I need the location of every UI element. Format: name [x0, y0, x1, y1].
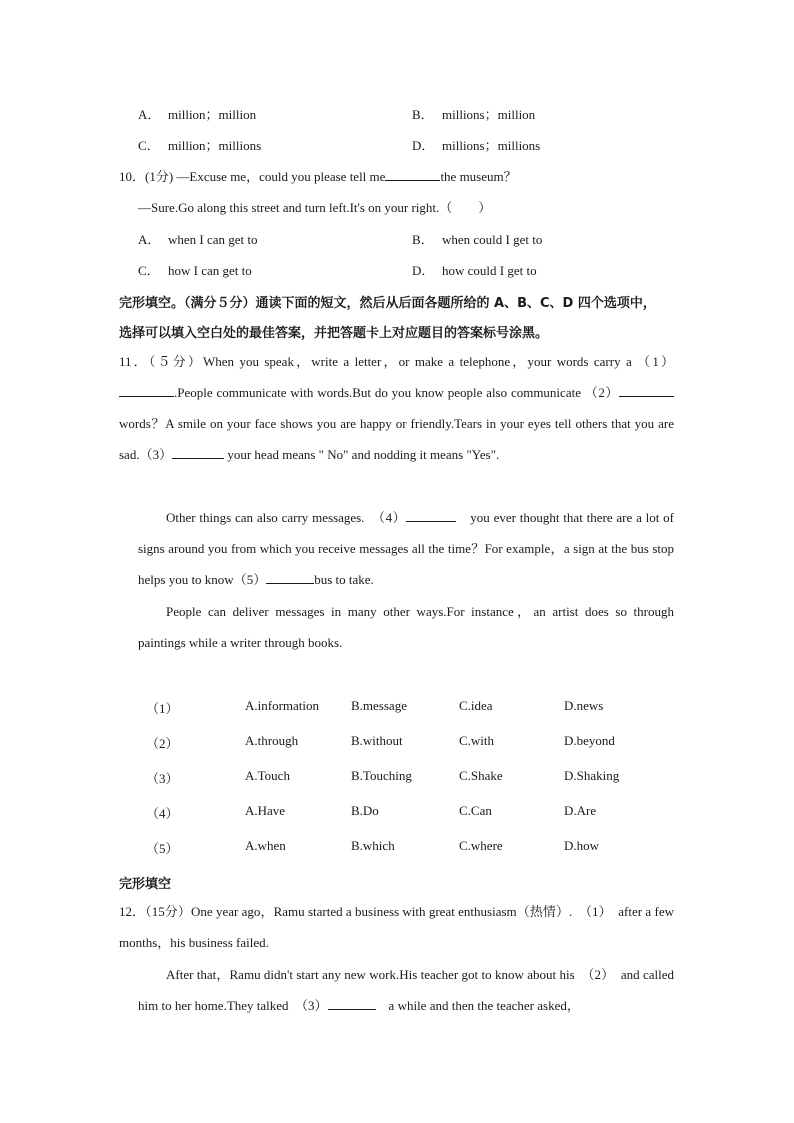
q10-stem [119, 166, 517, 185]
q11-row-3-c[interactable]: C.Shake [459, 768, 503, 783]
q11-row-4-a[interactable]: A.Have [245, 803, 286, 818]
q11-p2-b: you ever thought that there are a lot of signs around you from which you receive messages all the time？For example，a sign at the bus stop helps you to know（5） [138, 510, 674, 587]
q11-p1-d: your head means " No" and nodding it means "Yes". [224, 447, 500, 462]
q9-option-a-letter: A． [138, 107, 161, 122]
q11-row-2-a[interactable]: A.through [245, 733, 299, 748]
q10-option-a-letter: A． [138, 232, 161, 247]
section2-title: 完形填空 [119, 877, 172, 892]
q11-p1-b: .People communicate with words.But do you know people also communicate （2） [174, 385, 619, 400]
q11-row-2-num: （2） [146, 736, 179, 751]
q11-row-3-b[interactable]: B.Touching [351, 768, 412, 783]
q11-p2-a: Other things can also carry messages. （4） [166, 510, 407, 525]
q9-option-d-letter: D． [412, 138, 435, 153]
q11-blank-4[interactable] [406, 510, 456, 522]
q11-row-1-b[interactable]: B.message [351, 698, 407, 713]
q12-p2-a: After that，Ramu didn't start any new work.His teacher got to know about his （2） and called him to her home.They talked （3） [138, 967, 674, 1013]
q11-row-1-num: （1） [146, 701, 179, 716]
q10-suffix: the museum？ [440, 169, 517, 184]
q10-prefix: 10．(1分) —Excuse me，could you please tell me [119, 169, 386, 184]
q10-option-a[interactable] [138, 229, 258, 248]
q9-option-b-text: millions；million [442, 107, 536, 122]
q9-option-b[interactable] [412, 104, 535, 123]
section1-instruction-line2: 选择可以填入空白处的最佳答案，并把答题卡上对应题目的答案标号涂黑。 [119, 326, 549, 341]
q10-option-d[interactable] [412, 260, 537, 279]
q10-option-c[interactable] [138, 260, 252, 279]
q12-paragraph-1: 12．（15分）One year ago，Ramu started a business with great enthusiasm（热情）. （1） after a few months，his business failed. [119, 904, 674, 950]
q11-paragraph-1 [119, 346, 674, 470]
q11-row-2-b[interactable]: B.without [351, 733, 403, 748]
q9-option-c-text: million；millions [168, 138, 262, 153]
q11-blank-2[interactable] [619, 385, 674, 397]
q11-row-3-num: （3） [146, 771, 179, 786]
q10-option-d-letter: D． [412, 263, 435, 278]
q9-option-d-text: millions；millions [442, 138, 541, 153]
q11-blank-3[interactable] [172, 447, 224, 459]
q11-row-1-a[interactable]: A.information [245, 698, 320, 713]
q9-option-a[interactable] [138, 104, 256, 123]
q9-option-a-text: million；million [168, 107, 257, 122]
q11-p1-a: 11．（５分）When you speak，write a letter，or make a telephone，your words carry a （1） [119, 354, 674, 369]
q11-row-4-num: （4） [146, 806, 179, 821]
q9-option-b-letter: B． [412, 107, 434, 122]
q11-paragraph-3: People can deliver messages in many other ways.For instance，an artist does so through paintings while a writer through books. [138, 604, 674, 650]
q12-p2-b: a while and then the teacher asked， [375, 998, 580, 1013]
q11-row-3-d[interactable]: D.Shaking [564, 768, 620, 783]
q10-option-c-text: how I can get to [168, 263, 252, 278]
q11-row-5-c[interactable]: C.where [459, 838, 503, 853]
q10-line2: —Sure.Go along this street and turn left.It's on your right.（ ） [138, 200, 492, 215]
q11-blank-1[interactable] [119, 385, 174, 397]
q11-paragraph-2 [138, 502, 674, 595]
q10-option-a-text: when I can get to [168, 232, 258, 247]
q11-p1-c: words？A smile on your face shows you are happy or friendly.Tears in your eyes tell others that you are sad.（3） [119, 416, 674, 462]
q9-option-c[interactable] [138, 135, 261, 154]
q11-blank-5[interactable] [266, 572, 314, 584]
q11-row-5-num: （5） [146, 841, 179, 856]
q10-blank[interactable] [385, 169, 440, 181]
section1-instruction-line1: 完形填空。（满分５分）通读下面的短文，然后从后面各题所给的 A、B、C、D 四个选项中， [119, 296, 656, 311]
q11-row-5-b[interactable]: B.which [351, 838, 395, 853]
q10-option-b-letter: B． [412, 232, 434, 247]
q10-option-b-text: when could I get to [442, 232, 543, 247]
q11-row-4-c[interactable]: C.Can [459, 803, 492, 818]
q11-row-1-c[interactable]: C.idea [459, 698, 493, 713]
q10-option-d-text: how could I get to [442, 263, 537, 278]
q11-row-4-b[interactable]: B.Do [351, 803, 379, 818]
q11-row-5-a[interactable]: A.when [245, 838, 286, 853]
q12-paragraph-2 [138, 959, 674, 1021]
q10-option-c-letter: C． [138, 263, 160, 278]
q9-option-c-letter: C． [138, 138, 160, 153]
q11-row-4-d[interactable]: D.Are [564, 803, 597, 818]
q9-option-d[interactable] [412, 135, 540, 154]
q10-option-b[interactable] [412, 229, 542, 248]
q11-row-5-d[interactable]: D.how [564, 838, 600, 853]
q12-blank-3[interactable] [328, 998, 376, 1010]
q11-row-2-c[interactable]: C.with [459, 733, 495, 748]
q11-row-1-d[interactable]: D.news [564, 698, 604, 713]
q11-p2-c: bus to take. [314, 572, 374, 587]
q11-row-2-d[interactable]: D.beyond [564, 733, 615, 748]
q11-row-3-a[interactable]: A.Touch [245, 768, 290, 783]
